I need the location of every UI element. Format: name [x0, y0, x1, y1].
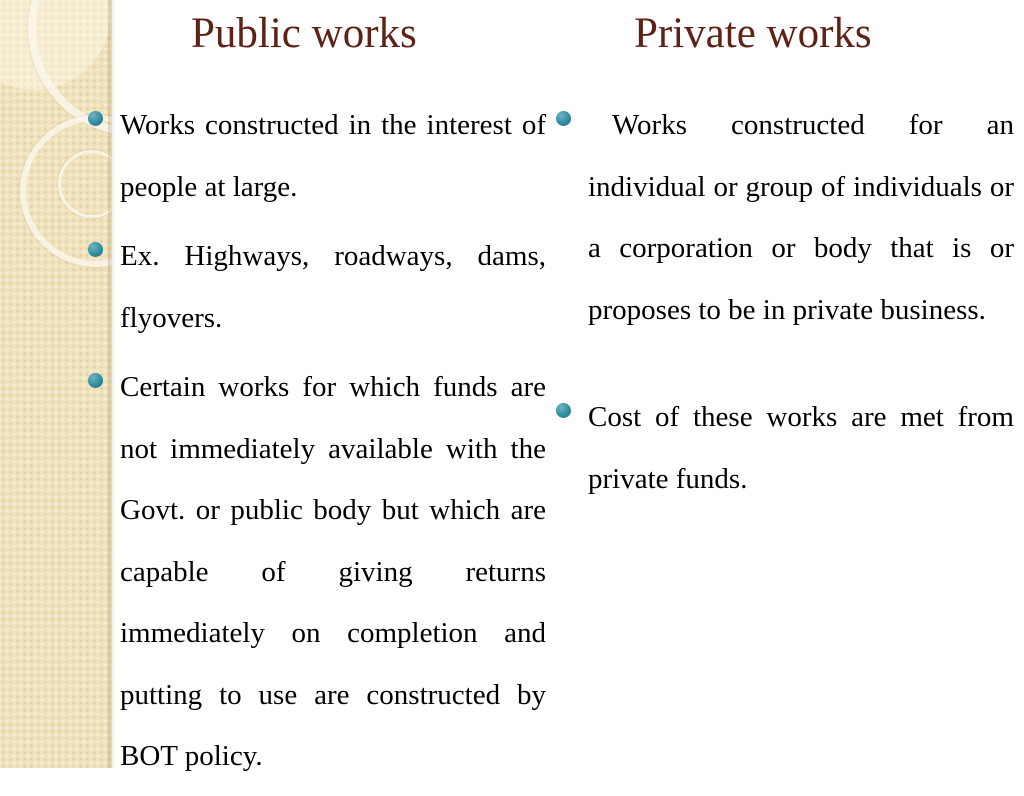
bullet-dot-icon [556, 403, 571, 418]
bullet-text: Works constructed for an individual or group of individuals or a corporation or body that is or proposes to be in private business. [588, 109, 1014, 326]
bullet-dot-icon [88, 373, 103, 388]
private-works-title: Private works [634, 10, 872, 57]
bullet-dot-icon [88, 242, 103, 257]
private-works-list [556, 95, 1014, 518]
public-works-title: Public works [191, 10, 417, 57]
list-item [88, 226, 546, 349]
list-item [88, 95, 546, 218]
bullet-text: Works constructed in the interest of people at large. [120, 109, 546, 203]
bullet-text: Cost of these works are met from private funds. [588, 401, 1014, 495]
bullet-text: Certain works for which funds are not immediately available with the Govt. or public body but which are capable of giving returns immediately on completion and putting to use are constructed by BOT policy. [120, 371, 546, 772]
list-item [88, 357, 546, 788]
public-works-list [88, 95, 546, 796]
list-item [556, 95, 1014, 341]
bullet-dot-icon [88, 111, 103, 126]
list-item [556, 387, 1014, 510]
bullet-dot-icon [556, 111, 571, 126]
bullet-text: Ex. Highways, roadways, dams, flyovers. [120, 240, 546, 334]
